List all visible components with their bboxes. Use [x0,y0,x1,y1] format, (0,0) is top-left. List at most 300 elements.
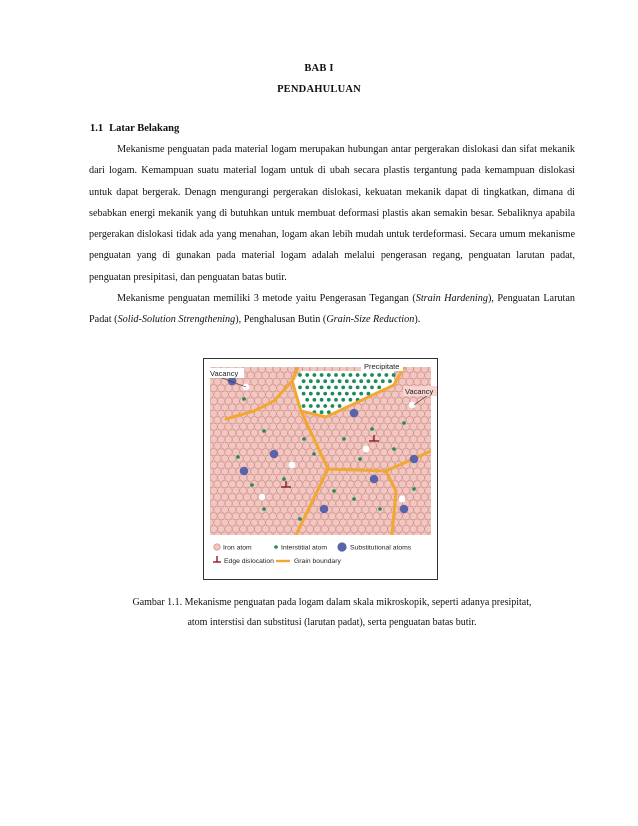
iron-atom [295,442,302,449]
iron-atom [292,423,299,430]
precipitate-atom [298,386,302,390]
iron-atom [206,391,213,398]
iron-atom [247,423,254,430]
iron-atom [332,519,339,526]
iron-atom [377,519,384,526]
iron-atom [314,474,321,481]
iron-atom [395,474,402,481]
iron-atom [380,461,387,468]
interstitial-atom [250,483,254,487]
iron-atom [225,449,232,456]
iron-atom [303,481,310,488]
iron-atom [243,417,250,424]
iron-atom [343,449,350,456]
iron-atom [369,442,376,449]
iron-atom [288,417,295,424]
iron-atom [347,519,354,526]
iron-atom [225,436,232,443]
iron-atom [310,468,317,475]
precipitate-atom [305,386,309,390]
iron-atom [410,449,417,456]
iron-atom [362,429,369,436]
iron-atom [240,513,247,520]
chapter-label: BAB I [304,63,334,74]
iron-atom [354,429,361,436]
iron-atom [317,429,324,436]
iron-atom [214,378,221,385]
iron-atom [399,442,406,449]
iron-atom [255,525,262,532]
iron-atom [395,436,402,443]
precipitate-atom [309,392,313,396]
precipitate-atom [302,404,306,408]
figure-caption-line-2: atom interstisi dan substitusi (larutan padat), serta penguatan batas butir. [187,617,477,628]
iron-atom [403,436,410,443]
iron-atom [255,436,262,443]
iron-atom [428,468,435,475]
iron-atom [221,532,228,539]
iron-atom [225,385,232,392]
precipitate-atom [313,386,317,390]
iron-atom [280,455,287,462]
iron-atom [269,372,276,379]
iron-atom [351,474,358,481]
iron-atom [243,506,250,513]
iron-atom [417,461,424,468]
iron-atom [273,442,280,449]
iron-atom [358,436,365,443]
iron-atom [218,474,225,481]
iron-atom [236,442,243,449]
iron-atom [362,506,369,513]
iron-atom [336,423,343,430]
iron-atom [403,474,410,481]
interstitial-atom [378,507,382,511]
iron-atom [295,493,302,500]
precipitate-atom [327,398,331,402]
iron-atom [251,532,258,539]
iron-atom [358,474,365,481]
iron-atom [332,506,339,513]
iron-atom [340,442,347,449]
precipitate-atom [341,398,345,402]
precipitate-atom [392,373,396,377]
iron-atom [391,391,398,398]
iron-atom [221,429,228,436]
iron-atom [403,449,410,456]
iron-atom [218,410,225,417]
iron-atom [351,436,358,443]
iron-atom [225,500,232,507]
iron-atom [428,493,435,500]
iron-atom [247,461,254,468]
iron-atom [236,404,243,411]
iron-atom [347,442,354,449]
iron-atom [358,461,365,468]
iron-atom [414,442,421,449]
iron-atom [262,385,269,392]
iron-atom [421,468,428,475]
iron-atom [255,385,262,392]
interstitial-atom [282,477,286,481]
iron-atom [240,474,247,481]
vacancy-right-label: Vacancy [405,387,434,396]
precipitate-atom [305,373,309,377]
iron-atom [343,461,350,468]
iron-atom [314,423,321,430]
iron-atom [214,417,221,424]
iron-atom [329,423,336,430]
iron-atom [229,481,236,488]
iron-atom [277,410,284,417]
precipitate-atom [331,404,335,408]
iron-atom [255,487,262,494]
iron-atom [425,513,432,520]
iron-atom [221,442,228,449]
substitutional-atom [240,467,249,476]
iron-atom [421,481,428,488]
iron-atom [214,391,221,398]
iron-atom [262,487,269,494]
iron-atom [329,525,336,532]
iron-atom [369,455,376,462]
iron-atom [362,519,369,526]
iron-atom [332,493,339,500]
iron-atom [428,455,435,462]
iron-atom [314,461,321,468]
iron-atom [243,391,250,398]
iron-atom [414,506,421,513]
iron-atom [288,493,295,500]
iron-atom [255,461,262,468]
iron-atom [284,372,291,379]
iron-atom [336,500,343,507]
iron-atom [266,493,273,500]
iron-atom [384,391,391,398]
iron-atom [206,532,213,539]
iron-atom [310,532,317,539]
iron-atom [329,513,336,520]
iron-atom [255,449,262,456]
iron-atom [336,513,343,520]
iron-atom [317,468,324,475]
iron-atom [377,455,384,462]
iron-atom [406,417,413,424]
p2-text-b: ), Penguatan Larutan Padat ( [89,293,576,326]
iron-atom [391,429,398,436]
iron-atom [325,481,332,488]
iron-atom [321,436,328,443]
iron-atom [262,525,269,532]
iron-atom [232,474,239,481]
iron-atom [428,429,435,436]
iron-atom [332,429,339,436]
iron-atom [340,429,347,436]
iron-atom [277,487,284,494]
section-heading [90,123,179,134]
paragraph-2 [89,288,575,331]
iron-atom [247,525,254,532]
iron-atom [251,455,258,462]
interstitial-atom [370,427,374,431]
iron-atom [343,474,350,481]
iron-atom [255,397,262,404]
precipitate-atom [313,398,317,402]
iron-atom [258,365,265,372]
iron-atom [225,513,232,520]
iron-atom [262,449,269,456]
iron-atom [251,506,258,513]
iron-atom [232,423,239,430]
iron-atom [277,372,284,379]
iron-atom [206,468,213,475]
iron-atom [325,519,332,526]
iron-atom [280,365,287,372]
iron-atom [306,525,313,532]
iron-atom [236,429,243,436]
iron-atom [417,436,424,443]
iron-atom [310,455,317,462]
iron-atom [377,417,384,424]
iron-atom [269,436,276,443]
iron-atom [403,525,410,532]
iron-atom [288,404,295,411]
iron-atom [410,423,417,430]
iron-atom [351,500,358,507]
iron-atom [380,525,387,532]
iron-atom [225,487,232,494]
iron-atom [358,500,365,507]
iron-atom [273,532,280,539]
iron-atom [414,429,421,436]
interstitial-atom [262,429,266,433]
precipitate-atom [341,373,345,377]
iron-atom [317,519,324,526]
precipitate-atom [377,386,381,390]
iron-atom [262,474,269,481]
iron-atom [395,385,402,392]
iron-atom [399,468,406,475]
iron-atom [247,513,254,520]
iron-atom [332,442,339,449]
iron-atom [406,519,413,526]
iron-atom [232,397,239,404]
iron-atom [340,481,347,488]
iron-atom [262,436,269,443]
interstitial-atom [392,447,396,451]
iron-atom [266,468,273,475]
iron-atom [206,417,213,424]
iron-atom [369,493,376,500]
precipitate-atom [316,392,320,396]
iron-atom [384,506,391,513]
iron-atom [343,500,350,507]
iron-atom [406,429,413,436]
iron-atom [403,410,410,417]
iron-atom [280,404,287,411]
interstitial-atom [402,421,406,425]
iron-atom [373,449,380,456]
iron-atom [258,532,265,539]
precipitate-atom [349,373,353,377]
iron-atom [410,474,417,481]
iron-atom [395,513,402,520]
iron-atom [258,442,265,449]
iron-atom [414,417,421,424]
iron-atom [358,487,365,494]
iron-atom [384,455,391,462]
interstitial-atom [352,497,356,501]
iron-atom [214,532,221,539]
iron-atom [399,429,406,436]
section-number: 1.1 [90,123,104,134]
legend-interstitial-label: Interstitial atom [281,544,328,552]
iron-atom [332,455,339,462]
iron-atom [295,429,302,436]
iron-atom [399,481,406,488]
precipitate-atom [363,386,367,390]
iron-atom [273,493,280,500]
iron-atom [366,436,373,443]
interstitial-atom [342,437,346,441]
precipitate-atom [338,392,342,396]
iron-atom [210,525,217,532]
iron-atom [225,525,232,532]
p2-text-c: ), Penghalusan Butin ( [235,314,327,326]
iron-atom [269,500,276,507]
iron-atom [403,372,410,379]
iron-atom [417,487,424,494]
iron-atom [243,519,250,526]
iron-atom [395,449,402,456]
iron-atom [321,513,328,520]
iron-atom [321,525,328,532]
iron-atom [258,378,265,385]
iron-atom [362,417,369,424]
iron-atom [336,487,343,494]
iron-atom [299,423,306,430]
iron-atom [284,500,291,507]
iron-atom [218,487,225,494]
iron-atom [243,532,250,539]
iron-atom [214,481,221,488]
iron-atom [369,519,376,526]
iron-atom [354,532,361,539]
precipitate-atom [370,373,374,377]
precipitate-atom [309,404,313,408]
iron-atom [366,525,373,532]
iron-atom [354,417,361,424]
precipitate-atom [334,398,338,402]
iron-atom [314,513,321,520]
iron-atom [221,455,228,462]
iron-atom [273,519,280,526]
iron-atom [214,493,221,500]
iron-atom [395,525,402,532]
iron-atom [414,493,421,500]
iron-atom [206,429,213,436]
precipitate-atom [377,373,381,377]
iron-atom [240,423,247,430]
iron-atom [236,493,243,500]
iron-atom [266,532,273,539]
iron-atom [255,423,262,430]
iron-atom [288,442,295,449]
iron-atom [303,455,310,462]
iron-atom [262,461,269,468]
iron-atom [425,461,432,468]
substitutional-atom [270,450,279,459]
iron-atom [269,461,276,468]
vacancy-left-label: Vacancy [210,369,239,378]
iron-atom [229,429,236,436]
iron-atom [266,378,273,385]
figure-caption-line-1: Gambar 1.1. Mekanisme penguatan pada logam dalam skala mikroskopik, seperti adanya presipitat, [132,597,532,608]
precipitate-label: Precipitate [364,362,400,371]
precipitate-atom [298,373,302,377]
iron-atom [399,404,406,411]
iron-atom [218,449,225,456]
iron-atom [395,423,402,430]
interstitial-atom [332,489,336,493]
iron-atom [373,410,380,417]
iron-atom [240,436,247,443]
term-grain-size: Grain-Size Reduction [326,314,415,326]
iron-atom [414,378,421,385]
iron-atom [292,449,299,456]
iron-atom [221,493,228,500]
iron-atom [295,455,302,462]
iron-atom [343,487,350,494]
iron-atom [288,365,295,372]
iron-atom [210,461,217,468]
iron-atom [221,391,228,398]
iron-atom [280,506,287,513]
iron-atom [232,385,239,392]
iron-atom [262,500,269,507]
iron-atom [373,397,380,404]
iron-atom [380,436,387,443]
iron-atom [218,423,225,430]
iron-atom [236,532,243,539]
iron-atom [417,500,424,507]
iron-atom [366,461,373,468]
iron-atom [210,397,217,404]
iron-atom [280,442,287,449]
iron-atom [351,487,358,494]
iron-atom [210,487,217,494]
iron-atom [391,417,398,424]
iron-atom [388,423,395,430]
iron-atom [288,506,295,513]
interstitial-atom [412,487,416,491]
iron-atom [210,423,217,430]
precipitate-atom [349,398,353,402]
iron-atom [218,397,225,404]
iron-atom [214,455,221,462]
iron-atom [221,404,228,411]
iron-atom [403,487,410,494]
iron-atom [384,519,391,526]
legend-dislocation-label: Edge dislocation [224,558,274,565]
iron-atom [266,365,273,372]
iron-atom [340,519,347,526]
iron-atom [277,513,284,520]
iron-atom [417,372,424,379]
iron-atom [421,519,428,526]
iron-atom [425,397,432,404]
iron-atom [288,429,295,436]
